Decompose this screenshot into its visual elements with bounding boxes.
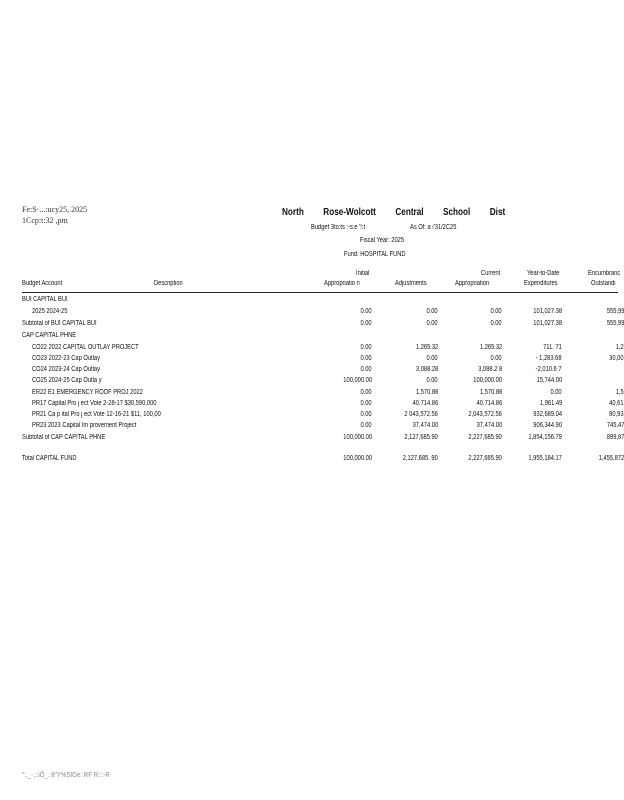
col-encumbrance-top: Encumbranc <box>588 270 621 277</box>
col-adjustments: Adjustments <box>395 280 427 287</box>
row-value: 100,000.00 <box>343 455 372 462</box>
as-of-date: As Of: a i'31/2C25 <box>410 224 457 231</box>
report-time: 1Ccp:t:32 ,pm <box>22 216 68 225</box>
col-current-top: Current <box>481 270 501 277</box>
table-row <box>0 332 618 342</box>
title-word: Central <box>395 206 424 218</box>
row-value: 932,689.04 <box>533 411 562 418</box>
row-label: Total CAPITAL FUND <box>22 455 77 462</box>
table-row <box>0 320 624 330</box>
title-word: Rose-Wolcott <box>323 206 376 218</box>
row-value: 0.00 <box>360 400 372 407</box>
row-value: 101,027.38 <box>533 308 562 315</box>
col-encumbrance-outstanding: Outstandi <box>591 280 616 287</box>
row-value: 37,474.00 <box>412 422 438 429</box>
row-value: 100,000.00 <box>473 377 502 384</box>
row-value: 0.00 <box>426 320 438 327</box>
row-label: PR21 Ca p ital Pro j ect Vote 12-16-21 $11, 100,00 <box>32 411 161 418</box>
table-row <box>0 411 624 421</box>
row-value: 1,570.88 <box>479 389 502 396</box>
row-value: - 1,283.68 <box>536 355 562 362</box>
title-word: School <box>443 206 471 218</box>
table-row <box>0 344 624 354</box>
row-value: 711. 71 <box>543 344 562 351</box>
report-date: Fe:S·...:ucy25, 2025 <box>22 205 88 214</box>
col-ytd-top: Year-to-Date <box>527 270 560 277</box>
row-value: 0.00 <box>426 377 438 384</box>
row-value: 1,455,872 <box>598 455 624 462</box>
district-title <box>282 206 522 218</box>
row-value: 745,47 <box>606 422 624 429</box>
col-initial-top: Initial <box>356 270 370 277</box>
row-label: BUI CAPITAL BUI <box>22 296 68 303</box>
row-value: 1,5 <box>616 389 624 396</box>
row-value: 1,961.49 <box>539 400 562 407</box>
row-value: 2,043,572.56 <box>468 411 502 418</box>
row-label: CO22 2022 CAPITAL OUTLAY PROJECT <box>32 344 139 351</box>
row-value: 101,027.38 <box>533 320 562 327</box>
row-label: PR23 2023 Capital Im provement Project <box>32 422 137 429</box>
table-row <box>0 296 618 306</box>
fund-label: Fund: HOSPITAL FUND <box>344 251 406 258</box>
header-rule <box>22 292 618 293</box>
row-label: Subtotal of CAP CAPITAL PHNE <box>22 434 106 441</box>
row-label: CO25 2024-25 Cap Outla y <box>32 377 102 384</box>
row-value: 2,127,685.90 <box>404 434 438 441</box>
row-label: CAP CAPITAL PHNE <box>22 332 77 339</box>
row-value: 1,265.32 <box>415 344 438 351</box>
table-row <box>0 434 624 444</box>
row-value: 0.00 <box>360 366 372 373</box>
row-value: 100,000.00 <box>343 377 372 384</box>
table-row <box>0 389 624 399</box>
title-word: Dist <box>489 206 506 218</box>
row-value: 2,127,685. 90 <box>402 455 438 462</box>
col-current-appropriation: Appropriation <box>455 280 490 287</box>
row-value: 0.00 <box>360 411 372 418</box>
table-row <box>0 400 624 410</box>
row-label: ER22 E1 EMERGENCY ROOF PROJ 2022 <box>32 389 143 396</box>
table-row <box>0 366 618 376</box>
row-value: 40,714.86 <box>476 400 502 407</box>
table-row <box>0 308 624 318</box>
row-value: 1,570.88 <box>415 389 438 396</box>
table-row <box>0 455 624 465</box>
row-value: 555,99 <box>606 308 624 315</box>
row-value: 3,088.2 8 <box>478 366 502 373</box>
row-value: 0.00 <box>550 389 562 396</box>
row-value: 30,00 <box>609 355 624 362</box>
row-value: 2,227,685.90 <box>468 434 502 441</box>
row-value: 0.00 <box>360 355 372 362</box>
row-value: 2,227,685.90 <box>468 455 502 462</box>
col-description: Description <box>154 280 183 287</box>
row-value: 0.00 <box>360 344 372 351</box>
row-value: 40,61 <box>609 400 624 407</box>
row-value: 0.00 <box>490 355 502 362</box>
fiscal-year: Fiscal Year: 2025 <box>360 237 405 244</box>
row-label: 2025 2024-25 <box>32 308 68 315</box>
row-value: 0.00 <box>360 320 372 327</box>
page-footer: '':,_-,::iÔ_.:it''Y%SIGe: RF R:::-R <box>22 770 110 779</box>
row-value: 3,088.28 <box>415 366 438 373</box>
row-value: 1,2 <box>616 344 624 351</box>
row-value: -2,010.6 7 <box>536 366 562 373</box>
col-budget-account: Budget Account <box>22 280 63 287</box>
row-value: 899,87 <box>606 434 624 441</box>
row-value: 0.00 <box>490 320 502 327</box>
col-initial-appropriation: Appropriatio n <box>324 280 360 287</box>
row-value: 906,344.90 <box>533 422 562 429</box>
row-label: CO23 2022-23 Cap Outlay <box>32 355 100 362</box>
row-value: 37,474.00 <box>476 422 502 429</box>
row-value: 1,955,184.17 <box>528 455 562 462</box>
row-value: 15,744.00 <box>536 377 562 384</box>
title-word: North <box>282 206 304 218</box>
row-value: 0.00 <box>360 422 372 429</box>
row-value: 1,265.32 <box>479 344 502 351</box>
row-value: 0.00 <box>490 308 502 315</box>
row-value: 0.00 <box>360 389 372 396</box>
col-ytd-expenditures: Expenditures <box>524 280 558 287</box>
row-label: Subtotal of BUI CAPITAL BUI <box>22 320 97 327</box>
row-value: 0.00 <box>426 308 438 315</box>
row-value: 2 043,572.56 <box>404 411 438 418</box>
table-row <box>0 377 618 387</box>
row-value: 80,93 <box>609 411 624 418</box>
row-value: 0.00 <box>426 355 438 362</box>
row-label: PR17 Capital Pro j ect Vote 2-28-17 $30,590,000 <box>32 400 157 407</box>
table-row <box>0 355 624 365</box>
row-value: 100,000.00 <box>343 434 372 441</box>
row-value: 1,854,156.79 <box>528 434 562 441</box>
row-value: 40,714.86 <box>412 400 438 407</box>
row-value: 0.00 <box>360 308 372 315</box>
budget-status-label: Budget 3to:ts :-s:e '!:t <box>311 224 366 231</box>
row-label: CO24 2023-24 Cap Outlay <box>32 366 100 373</box>
row-value: 555,99 <box>606 320 624 327</box>
table-row <box>0 422 624 432</box>
